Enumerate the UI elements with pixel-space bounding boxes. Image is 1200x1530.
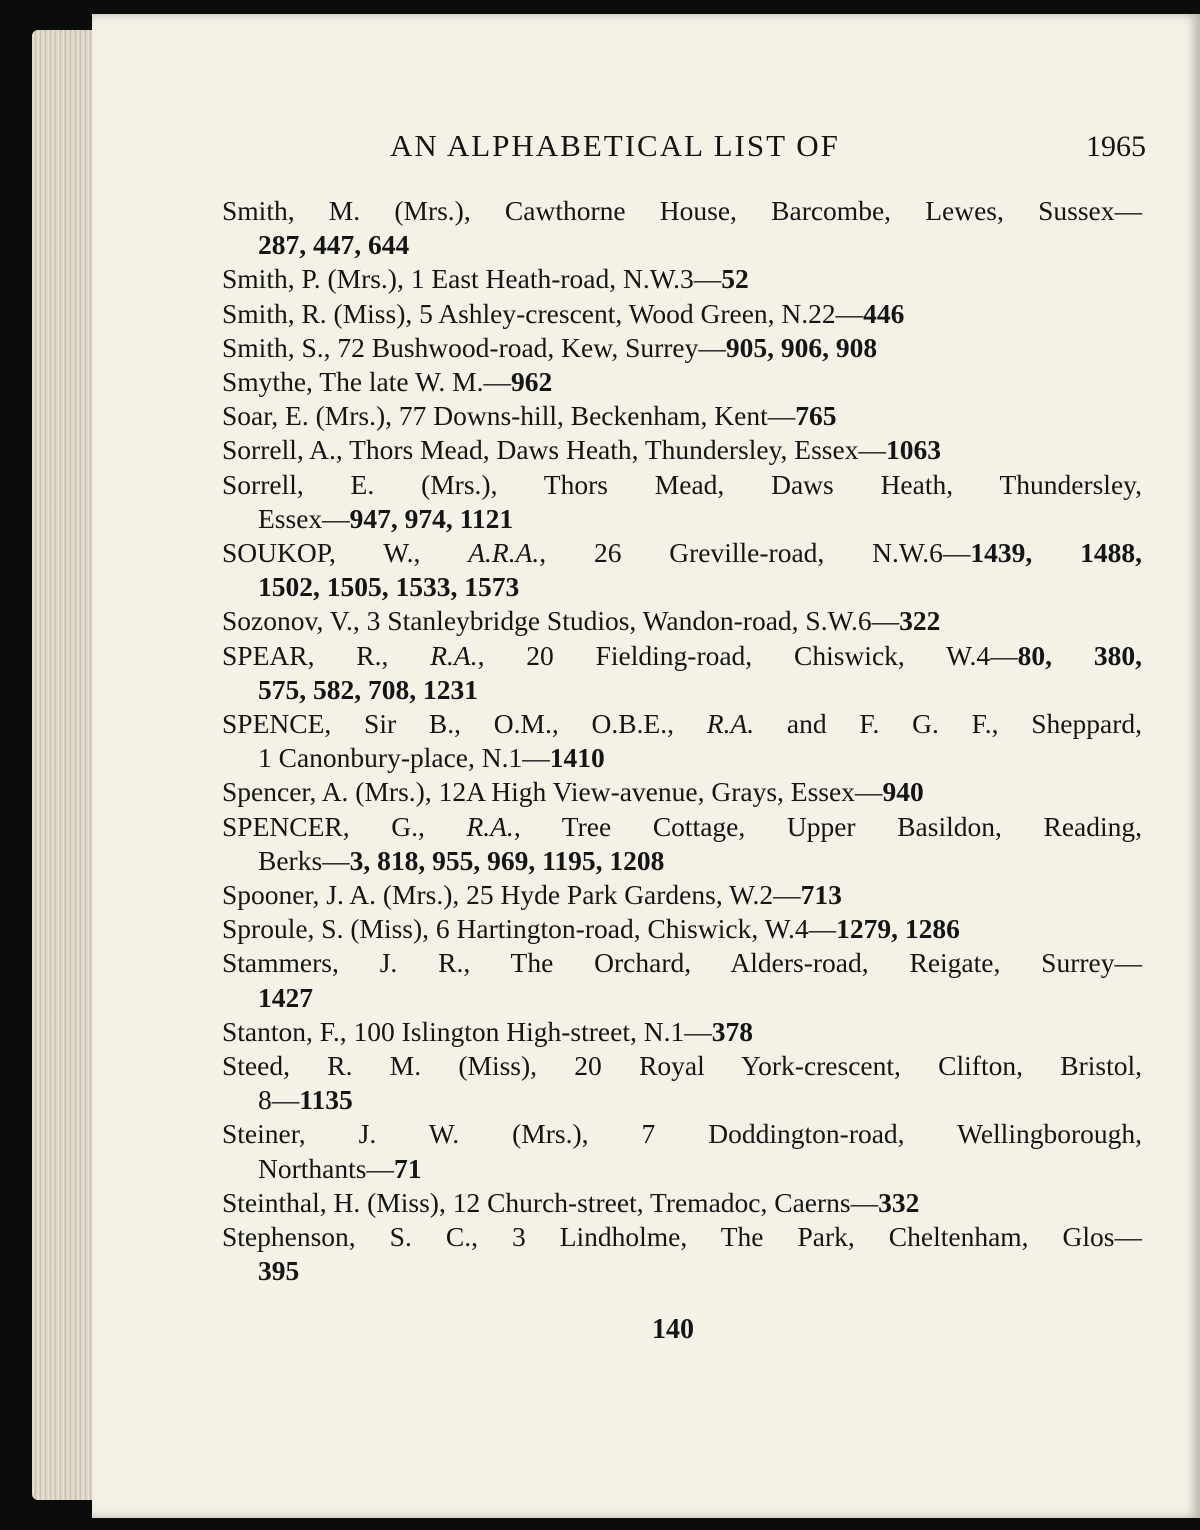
list-entry: Sorrell, A., Thors Mead, Daws Heath, Thundersley, Essex—1063 [222,434,941,466]
page-number: 140 [652,1314,694,1345]
list-entry: Spooner, J. A. (Mrs.), 25 Hyde Park Gardens, W.2—713 [222,879,842,911]
list-entry: Smith, R. (Miss), 5 Ashley-crescent, Wood Green, N.22—446 [222,297,905,329]
list-entry: Sorrell, E. (Mrs.), Thors Mead, Daws Heath, Thundersley, Essex—947, 974, 1121 [222,468,1142,534]
list-entry: Sproule, S. (Miss), 6 Hartington-road, Chiswick, W.4—1279, 1286 [222,913,960,945]
list-entry: Steiner, J. W. (Mrs.), 7 Doddington-road, Wellingborough, Northants—71 [222,1118,1142,1184]
list-entry: Smythe, The late W. M.—962 [222,366,553,398]
running-head: AN ALPHABETICAL LIST OF [390,128,840,163]
list-entry: Sozonov, V., 3 Stanleybridge Studios, Wandon-road, S.W.6—322 [222,605,941,637]
list-entry: Stephenson, S. C., 3 Lindholme, The Park, Cheltenham, Glos— 395 [222,1221,1142,1287]
list-entry: Smith, P. (Mrs.), 1 East Heath-road, N.W.3—52 [222,263,749,295]
list-entry: SPENCER, G., R.A., Tree Cottage, Upper Basildon, Reading, Berks—3, 818, 955, 969, 1195, 1208 [222,810,1142,876]
list-entry: SPEAR, R., R.A., 20 Fielding-road, Chiswick, W.4—80, 380, 575, 582, 708, 1231 [222,639,1142,705]
entry-list [222,194,1142,1289]
list-entry: Stammers, J. R., The Orchard, Alders-road, Reigate, Surrey— 1427 [222,947,1142,1013]
list-entry: Stanton, F., 100 Islington High-street, N.1—378 [222,1015,753,1047]
list-entry: Spencer, A. (Mrs.), 12A High View-avenue, Grays, Essex—940 [222,776,924,808]
page-year: 1965 [1086,130,1146,163]
list-entry: Steinthal, H. (Miss), 12 Church-street, Tremadoc, Caerns—332 [222,1186,920,1218]
list-entry: SPENCE, Sir B., O.M., O.B.E., R.A. and F. G. F., Sheppard, 1 Canonbury-place, N.1—1410 [222,708,1142,774]
list-entry: Smith, M. (Mrs.), Cawthorne House, Barcombe, Lewes, Sussex— 287, 447, 644 [222,195,1142,261]
list-entry: SOUKOP, W., A.R.A., 26 Greville-road, N.W.6—1439, 1488, 1502, 1505, 1533, 1573 [222,537,1143,603]
list-entry: Soar, E. (Mrs.), 77 Downs-hill, Beckenham, Kent—765 [222,400,837,432]
list-entry: Smith, S., 72 Bushwood-road, Kew, Surrey—905, 906, 908 [222,331,878,363]
list-entry: Steed, R. M. (Miss), 20 Royal York-crescent, Clifton, Bristol, 8—1135 [222,1050,1142,1116]
